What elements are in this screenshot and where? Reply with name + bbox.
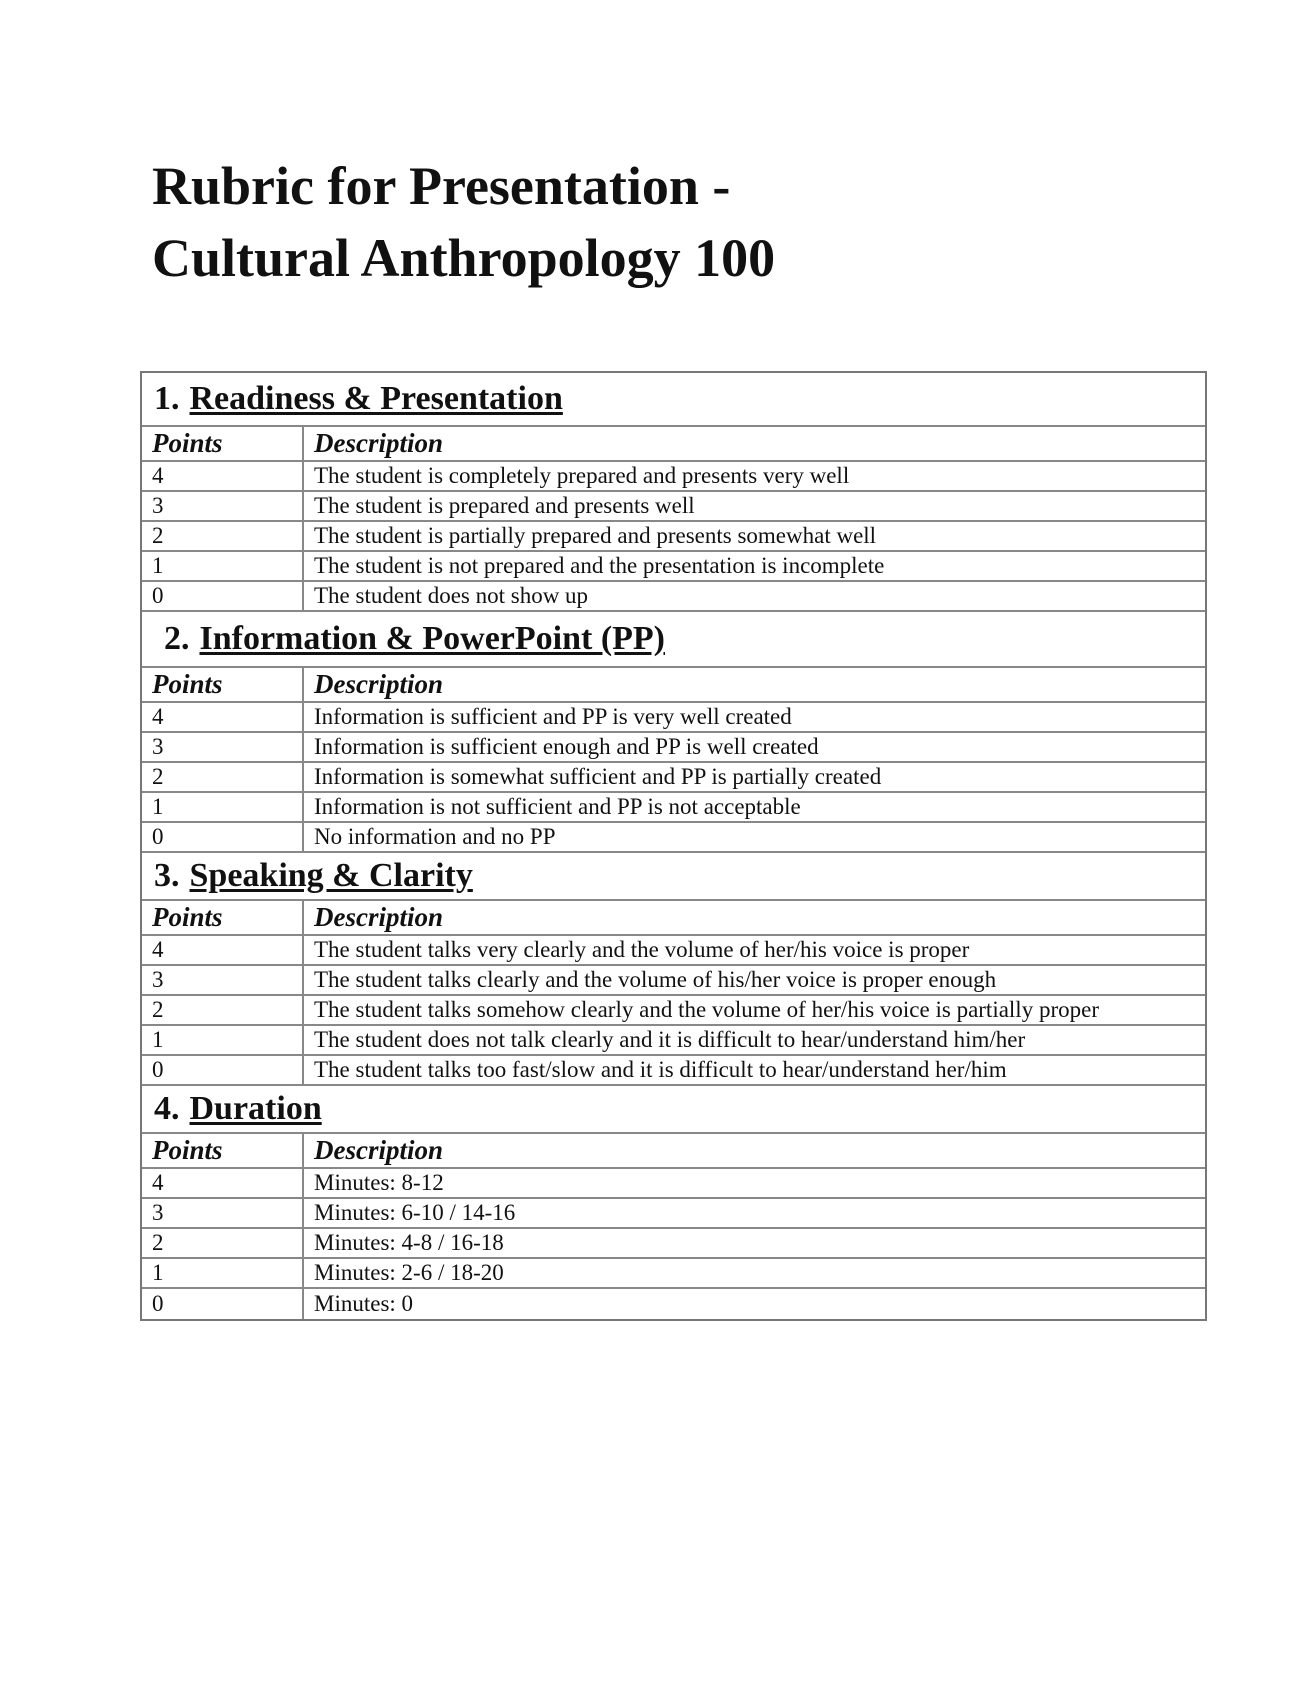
points-cell: 4 xyxy=(142,1169,304,1197)
description-cell: Minutes: 2-6 / 18-20 xyxy=(314,1260,504,1285)
section-4-heading xyxy=(142,1086,1205,1134)
section-1-heading xyxy=(142,373,1205,427)
points-cell: 4 xyxy=(142,462,304,490)
table-row xyxy=(142,733,1205,763)
description-cell: The student is partially prepared and presents somewhat well xyxy=(314,523,877,548)
table-row xyxy=(142,763,1205,793)
table-row xyxy=(142,936,1205,966)
description-cell: Information is somewhat sufficient and PP is partially created xyxy=(314,764,882,789)
description-cell: No information and no PP xyxy=(314,824,556,849)
description-cell: Minutes: 4-8 / 16-18 xyxy=(314,1230,504,1255)
description-header: Description xyxy=(314,428,444,458)
section-2-column-headers xyxy=(142,668,1205,703)
description-cell: The student does not show up xyxy=(314,583,589,608)
points-cell: 2 xyxy=(142,1229,304,1257)
description-cell: The student talks very clearly and the volume of her/his voice is proper xyxy=(314,937,970,962)
section-3-number: 3. xyxy=(154,857,180,894)
description-cell: Minutes: 0 xyxy=(314,1291,414,1316)
table-row xyxy=(142,492,1205,522)
points-cell: 4 xyxy=(142,936,304,964)
points-cell: 2 xyxy=(142,996,304,1024)
points-cell: 2 xyxy=(142,763,304,791)
points-cell: 1 xyxy=(142,552,304,580)
description-cell: The student does not talk clearly and it is difficult to hear/understand him/her xyxy=(314,1027,1026,1052)
section-3-column-headers xyxy=(142,901,1205,936)
title-line-2: Cultural Anthropology 100 xyxy=(152,228,776,288)
table-row xyxy=(142,996,1205,1026)
points-cell: 3 xyxy=(142,1199,304,1227)
description-cell: The student talks clearly and the volume of his/her voice is proper enough xyxy=(314,967,997,992)
table-row xyxy=(142,1056,1205,1086)
title-line-1: Rubric for Presentation - xyxy=(152,156,731,216)
table-row xyxy=(142,552,1205,582)
section-2-name: Information & PowerPoint (PP) xyxy=(199,620,666,657)
section-4-column-headers xyxy=(142,1134,1205,1169)
table-row xyxy=(142,522,1205,552)
points-cell: 0 xyxy=(142,582,304,610)
description-cell: The student is completely prepared and presents very well xyxy=(314,463,850,488)
description-header: Description xyxy=(314,669,444,699)
points-cell: 2 xyxy=(142,522,304,550)
points-cell: 3 xyxy=(142,733,304,761)
points-cell: 3 xyxy=(142,966,304,994)
description-header: Description xyxy=(314,902,444,932)
description-cell: The student is not prepared and the presentation is incomplete xyxy=(314,553,885,578)
table-row xyxy=(142,1289,1205,1319)
description-cell: Minutes: 6-10 / 14-16 xyxy=(314,1200,516,1225)
table-row xyxy=(142,1229,1205,1259)
points-header: Points xyxy=(142,1134,304,1167)
table-row xyxy=(142,582,1205,612)
page-title xyxy=(152,150,1152,294)
table-row xyxy=(142,1259,1205,1289)
section-2-number: 2. xyxy=(164,620,190,657)
table-row xyxy=(142,793,1205,823)
points-cell: 1 xyxy=(142,1026,304,1054)
rubric-table xyxy=(140,371,1207,1321)
points-header: Points xyxy=(142,668,304,701)
section-1-number: 1. xyxy=(154,380,180,417)
points-cell: 4 xyxy=(142,703,304,731)
section-1-column-headers xyxy=(142,427,1205,462)
table-row xyxy=(142,1026,1205,1056)
section-4-number: 4. xyxy=(154,1090,180,1127)
points-cell: 1 xyxy=(142,793,304,821)
points-header: Points xyxy=(142,901,304,934)
description-header: Description xyxy=(314,1135,444,1165)
table-row xyxy=(142,1169,1205,1199)
description-cell: Information is sufficient and PP is very well created xyxy=(314,704,792,729)
section-4-name: Duration xyxy=(189,1090,322,1127)
description-cell: Information is sufficient enough and PP is well created xyxy=(314,734,819,759)
points-cell: 0 xyxy=(142,1056,304,1084)
section-3-name: Speaking & Clarity xyxy=(189,857,473,894)
section-1-name: Readiness & Presentation xyxy=(189,380,563,417)
description-cell: The student talks too fast/slow and it is difficult to hear/understand her/him xyxy=(314,1057,1007,1082)
description-cell: Information is not sufficient and PP is not acceptable xyxy=(314,794,801,819)
points-cell: 0 xyxy=(142,1289,304,1319)
table-row xyxy=(142,823,1205,853)
points-cell: 1 xyxy=(142,1259,304,1287)
table-row xyxy=(142,966,1205,996)
table-row xyxy=(142,703,1205,733)
section-2-heading xyxy=(142,612,1205,668)
points-cell: 3 xyxy=(142,492,304,520)
points-header: Points xyxy=(142,427,304,460)
description-cell: Minutes: 8-12 xyxy=(314,1170,444,1195)
section-3-heading xyxy=(142,853,1205,901)
table-row xyxy=(142,462,1205,492)
description-cell: The student talks somehow clearly and the volume of her/his voice is partially proper xyxy=(314,997,1099,1022)
description-cell: The student is prepared and presents well xyxy=(314,493,695,518)
points-cell: 0 xyxy=(142,823,304,851)
table-row xyxy=(142,1199,1205,1229)
